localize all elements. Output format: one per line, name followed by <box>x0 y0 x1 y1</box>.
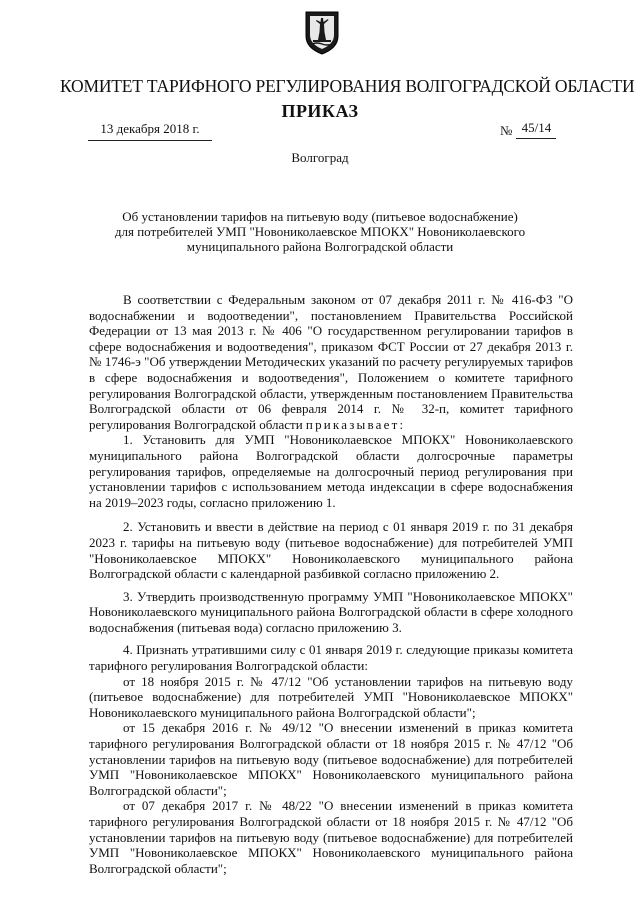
title-line: муниципального района Волгоградской области <box>186 239 454 254</box>
order-item-2: 2. Установить и ввести в действие на период с 01 января 2019 г. по 31 декабря 2023 г. тарифы на питьевую воду (питьевое водоснабжение) для потребителей УМП "Новониколаевское МПОКХ" Новониколаевского муниципального района Волгоградской области с календарной разбивкой согласно приложению 2. <box>89 519 573 582</box>
preamble-text: В соответствии с Федеральным законом от 07 декабря 2011 г. № 416-ФЗ "О водоснабжении и водоотведении", постановлением Правительства Российской Федерации от 13 мая 2013 г. № 406 "О государственном регулировании тарифов в сфере водоснабжения и водоотведения", приказом ФСТ России от 27 декабря 2013 г. № 1746-э "Об утверждении Методических указаний по расчету регулируемых тарифов в сфере водоснабжения и водоотведения", Положением о комитете тарифного регулирования Волгоградской области, утвержденным постановлением Правительства Волгоградской области от 06 февраля 2014 г. № 32-п, комитет тарифного регулирования Волгоградской области <box>89 292 573 432</box>
city-name: Волгоград <box>291 150 349 165</box>
number-sign: № <box>500 123 513 138</box>
committee-name: КОМИТЕТ ТАРИФНОГО РЕГУЛИРОВАНИЯ ВОЛГОГРАДСКОЙ ОБЛАСТИ <box>60 76 635 96</box>
repealed-order-2: от 15 декабря 2016 г. № 49/12 "О внесении изменений в приказ комитета тарифного регулирования Волгоградской области от 18 ноября 2015 г. № 47/12 "Об установлении тарифов на питьевую воду (питьевое водоснабжение) для потребителей УМП "Новониколаевское МПОКХ" Новониколаевского муниципального района Волгоградской области"; <box>89 720 573 798</box>
repealed-order-1: от 18 ноября 2015 г. № 47/12 "Об установлении тарифов на питьевую воду (питьевое водоснабжение) для потребителей УМП "Новониколаевское МПОКХ" Новониколаевского муниципального района Волгоградской области"; <box>89 673 573 720</box>
order-date: 13 декабря 2018 г. <box>88 121 212 141</box>
order-item-4: 4. Признать утратившими силу с 01 января 2019 г. следующие приказы комитета тарифного регулирования Волгоградской области: <box>89 642 573 674</box>
document-title <box>80 209 560 254</box>
title-line: Об установлении тарифов на питьевую воду (питьевое водоснабжение) <box>122 209 518 224</box>
order-item-1: 1. Установить для УМП "Новониколаевское МПОКХ" Новониколаевского муниципального района Волгоградской области долгосрочные параметры регулирования тарифов, определяемые на долгосрочный период регулирования при установлении тарифов с использованием метода индексации в сфере водоснабжения на 2019–2023 годы, согласно приложению 1. <box>89 432 573 510</box>
order-item-3: 3. Утвердить производственную программу УМП "Новониколаевское МПОКХ" Новониколаевского муниципального района Волгоградской области в сфере холодного водоснабжения (питьевая вода) согласно приложению 3. <box>89 588 573 635</box>
preamble-paragraph <box>89 292 573 432</box>
document-type: ПРИКАЗ <box>281 101 359 121</box>
order-number-block <box>500 120 556 139</box>
volgograd-coat-of-arms-icon <box>304 10 340 56</box>
orders-word: приказывает: <box>305 416 406 432</box>
title-line: для потребителей УМП "Новониколаевское МПОКХ" Новониколаевского <box>114 224 526 239</box>
repealed-order-3: от 07 декабря 2017 г. № 48/22 "О внесении изменений в приказ комитета тарифного регулирования Волгоградской области от 18 ноября 2015 г. № 47/12 "Об установлении тарифов на питьевую воду (питьевое водоснабжение) для потребителей УМП "Новониколаевское МПОКХ" Новониколаевского муниципального района Волгоградской области"; <box>89 798 573 876</box>
order-number: 45/14 <box>516 120 556 139</box>
document-body <box>89 292 573 876</box>
